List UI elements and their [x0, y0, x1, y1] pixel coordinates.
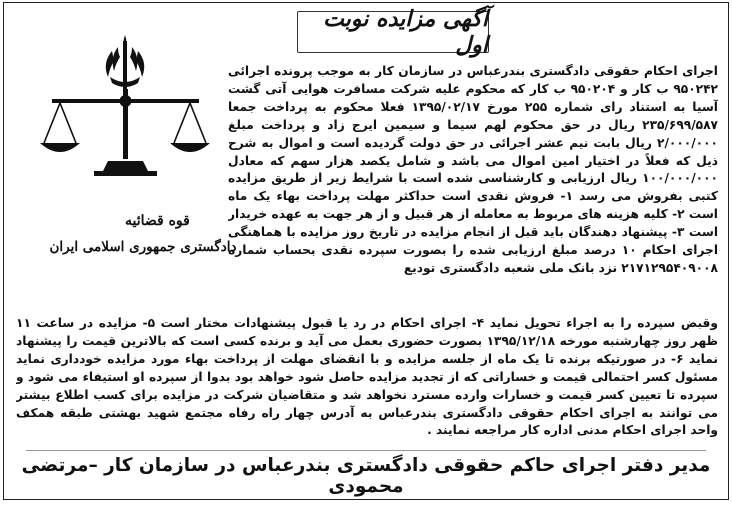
notice-body-bottom: وقبض سپرده را به اجراء تحویل نماید ۴- اجرای احکام در رد یا قبول پیشنهادات مختار است ۵- مزایده در ساعت ۱۱ ظهر روز چهارشنبه مورخه ۱۳۹۵/۱۲/۱۸ بصورت حضوری بعمل می آید و برنده کسی است که بالاترین قیمت را پیشنهاد نماید ۶- در صورتیکه برنده تا یک ماه از جلسه مزایده و با انقضای مهلت از پرداخت بهاء مورد مزایده خودداری نماید مسئول کسر احتمالی قیمت و خساراتی که از تجدید مزایده حاصل شود خواهد بود بدوا از سپرده او استیفاء می شود و سپرده تا تعیین کسر قیمت و خسارات وارده مسترد نخواهد شد و متقاضیان شرکت در مزایده برای کسب اطلاع بیشتر می توانند به اجرای احکام حقوقی دادگستری بندرعباس به آدرس چهار راه رفاه مجتمع شهید بهشتی طبقه همکف واحد اجرای احکام مدنی اداره کار مراجعه نمایند .: [16, 316, 718, 438]
judiciary-emblem-block: [32, 21, 237, 271]
signature-line: مدیر دفتر اجرای حاکم حقوقی دادگستری بندرعباس در سازمان کار –مرتضی محمودی: [21, 455, 711, 497]
notice-page: [3, 2, 729, 500]
judiciary-org-subtitle: دادگستری جمهوری اسلامی ایران: [49, 239, 237, 255]
notice-title: آگهی مزایده نوبت اول: [297, 11, 489, 53]
notice-body-top: اجرای احکام حقوقی دادگستری بندرعباس در سازمان کار به موجب پرونده اجرائی ۹۵۰۲۴۲ ب کار و ۹۵۰۲۰۴ ب کار که محکوم علیه شرکت مسافرت هوایی آتی گشت آسیا به استناد رای شماره ۲۵۵ مورخ ۱۳۹۵/۰۲/۱۷ فعلا محکوم به پرداخت جمعا ۲۳۵/۶۹۹/۵۸۷ ریال در حق محکوم لهم سیما و سیمین ایرج زاد و پرداخت مبلغ ۲/۰۰۰/۰۰۰ ریال بابت نیم عشر اجرائی در حق دولت گردیده است و اموال به شرح ذیل که فعلاً در اختیار امین اموال می باشد و شامل یکصد هزار سهم که معادل ۱۰۰/۰۰۰/۰۰۰ ریال ارزیابی و کارشناسی شده است با شرایط زیر از طریق مزایده کتبی بفروش می رسد ۱- فروش نقدی است حداکثر مهلت پرداخت بهاء یک ماه است ۲- کلیه هزینه های مربوط به معامله از هر قبیل و از هر جهت به عهده خریدار است ۳- پیشنهاد دهندگان باید قبل از انجام مزایده در تاریخ روز مزایده با هماهنگی اجرای احکام ۱۰ درصد مبلغ ارزیابی شده را بصورت سپرده نقدی بحساب شماره ۲۱۷۱۲۹۵۴۰۹۰۰۸ نزد بانک ملی شعبه دادگستری تودیع: [228, 64, 718, 275]
iran-emblem-icon: [106, 35, 145, 89]
judiciary-org-name: قوه قضائیه: [125, 213, 190, 229]
footer-divider: [26, 450, 706, 451]
scales-of-justice-icon: [32, 21, 222, 216]
